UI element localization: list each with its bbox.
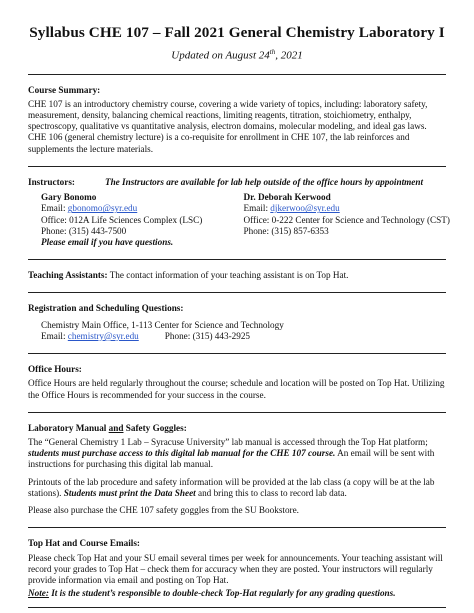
top-hat-note	[28, 588, 446, 599]
instructor-name: Gary Bonomo	[41, 192, 97, 203]
instructor-email-link[interactable]: gbonomo@syr.edu	[67, 203, 138, 214]
lab-manual-text: and bring this to class to record lab data.	[195, 487, 347, 498]
course-summary-body: CHE 107 is an introductory chemistry course, covering a wide variety of topics, including: laboratory safety, measurement, density, balancing chemical reactions, limiting reagents, titration, stoichiometry, enthalpy, spectroscopy, qualitative vs quantitative analysis, electron domains, molecular modeling, and ideal gas laws. CHE 106 (general chemistry lecture) is a co-requisite for enrollment in CHE 107, the lab reinforces and supplements the lecture materials.	[28, 98, 428, 154]
updated-date-sup: th	[269, 47, 276, 56]
email-label: Email:	[243, 203, 271, 214]
divider	[28, 527, 446, 528]
office-hours-heading: Office Hours:	[28, 364, 82, 375]
lab-manual-heading-and: and	[108, 422, 124, 433]
teaching-assistants-section	[28, 270, 446, 281]
lab-manual-text: The “General Chemistry 1 Lab – Syracuse University” lab manual is accessed through the Top Hat platform;	[28, 436, 428, 447]
top-hat-heading: Top Hat and Course Emails:	[28, 538, 140, 549]
registration-phone: Phone: (315) 443-2925	[164, 330, 251, 341]
lab-manual-purchase-note: students must purchase access to this digital lab manual for the CHE 107 course.	[28, 448, 336, 459]
registration-email-line	[41, 331, 446, 342]
lab-manual-print-note: Students must print the Data Sheet	[63, 487, 196, 498]
syllabus-page	[28, 0, 450, 608]
registration-heading: Registration and Scheduling Questions:	[28, 303, 184, 314]
email-label: Email:	[41, 203, 68, 214]
instructor-phone: Phone: (315) 857-6353	[243, 225, 329, 236]
document-title: Syllabus CHE 107 – Fall 2021 General Chemistry Laboratory I	[29, 24, 445, 41]
divider	[28, 166, 446, 167]
instructor-office: Office: 0-222 Center for Science and Technology (CST)	[243, 214, 450, 225]
divider	[28, 412, 446, 413]
office-hours-section	[28, 364, 446, 401]
instructor-bonomo	[41, 192, 232, 248]
top-hat-section	[28, 538, 446, 599]
instructor-email-note: Please email if you have questions.	[41, 237, 174, 248]
divider	[28, 607, 446, 608]
updated-date-year: , 2021	[275, 49, 303, 62]
teaching-assistants-line	[28, 270, 446, 281]
lab-manual-heading-part: Laboratory Manual	[28, 422, 109, 433]
divider	[28, 292, 446, 293]
lab-manual-text: An email will be sent with instructions for purchasing this digital lab manual.	[28, 448, 435, 470]
instructor-name: Dr. Deborah Kerwood	[243, 192, 331, 203]
lab-manual-text: Printouts of the lab procedure and safety information will be provided at the lab class (a copy will be at the lab stations).	[28, 476, 435, 498]
instructors-note: The Instructors are available for lab help outside of the office hours by appointment	[104, 176, 424, 187]
lab-manual-section	[28, 423, 446, 517]
instructor-email-link[interactable]: djkerwoo@syr.edu	[270, 203, 340, 214]
instructor-email-line	[41, 203, 232, 214]
lab-manual-paragraph-3: Please also purchase the CHE 107 safety goggles from the SU Bookstore.	[28, 505, 299, 516]
email-label: Email:	[41, 330, 68, 341]
note-text: It is the student’s responsible to double-check Top-Hat regularly for any grading questions.	[48, 588, 396, 599]
divider	[28, 259, 446, 260]
course-summary-heading: Course Summary:	[28, 84, 101, 95]
teaching-assistants-body: The contact information of your teaching assistant is on Top Hat.	[107, 270, 349, 281]
updated-date	[28, 48, 446, 63]
instructor-email-line	[244, 203, 447, 214]
registration-office: Chemistry Main Office, 1-113 Center for Science and Technology	[41, 319, 284, 330]
registration-section	[28, 303, 446, 342]
office-hours-body: Office Hours are held regularly throughout the course; schedule and location will be posted on Top Hat. Utilizing the Office Hours is recommended for your success in the course.	[28, 378, 445, 400]
divider	[28, 353, 446, 354]
instructor-kerwood	[232, 192, 450, 248]
instructor-office: Office: 012A Life Sciences Complex (LSC)	[41, 214, 203, 225]
instructor-phone: Phone: (315) 443-7500	[41, 225, 127, 236]
divider	[28, 74, 446, 75]
lab-manual-paragraph-1	[28, 437, 446, 471]
instructors-heading: Instructors:	[28, 176, 75, 187]
teaching-assistants-heading: Teaching Assistants:	[28, 270, 108, 281]
lab-manual-heading-part: Safety Goggles:	[123, 422, 187, 433]
registration-contact	[28, 320, 446, 342]
instructors-section	[28, 176, 450, 248]
registration-email-link[interactable]: chemistry@syr.edu	[67, 330, 139, 341]
top-hat-body: Please check Top Hat and your SU email several times per week for announcements. Your teaching assistant will record your grades to Top Hat – check them for accuracy when they are posted. Your instructors will regularly provide information via email and posting on Top Hat.	[28, 552, 443, 585]
lab-manual-heading	[28, 423, 446, 434]
lab-manual-paragraph-2	[28, 477, 446, 499]
course-summary-section	[28, 85, 446, 155]
note-label: Note:	[28, 588, 49, 599]
instructors-columns	[28, 192, 450, 248]
instructors-line	[28, 177, 446, 188]
updated-date-text: Updated on August 24	[171, 49, 270, 62]
